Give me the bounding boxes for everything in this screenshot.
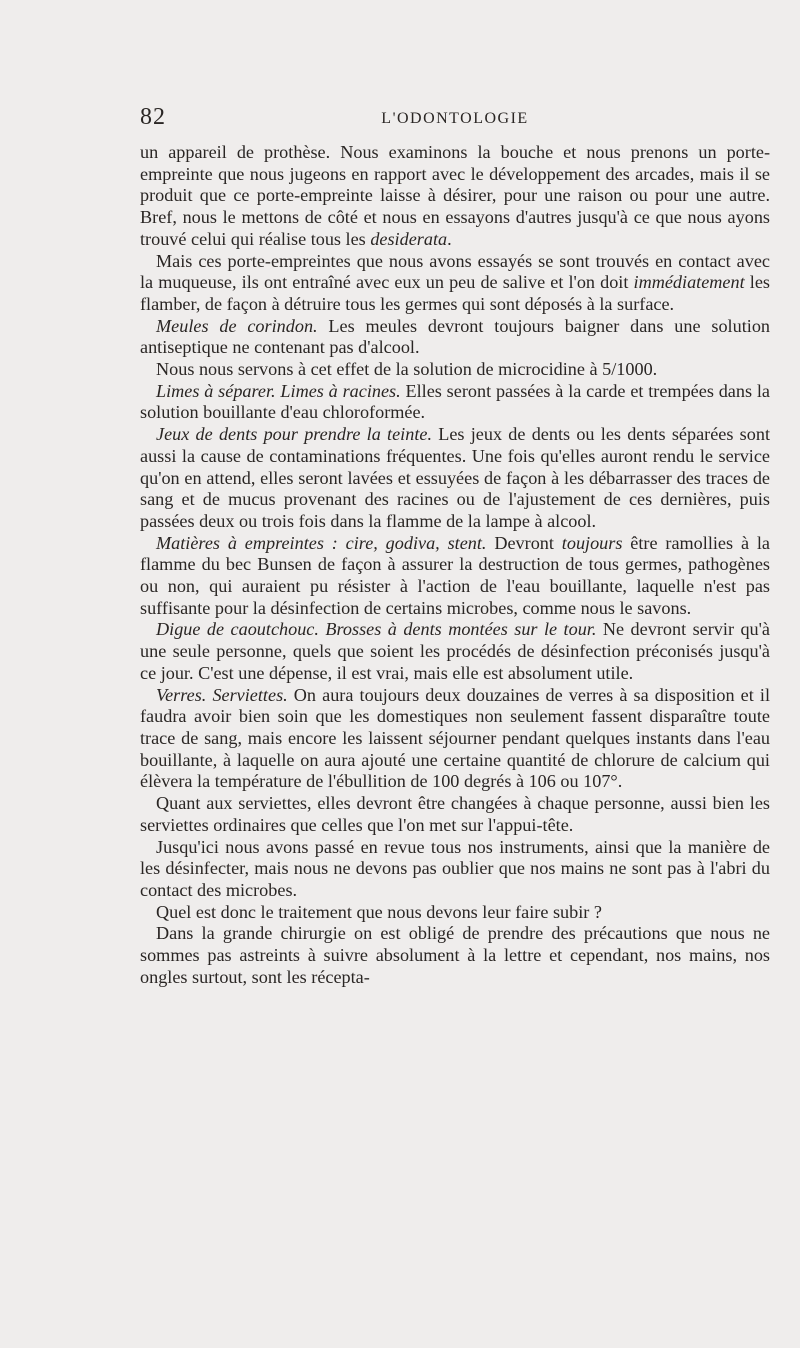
paragraph (140, 424, 770, 533)
paragraph (140, 316, 770, 359)
body-text (140, 142, 770, 988)
paragraph (140, 359, 770, 381)
paragraph (140, 793, 770, 836)
italic-text: toujours (561, 532, 623, 553)
paragraph (140, 251, 770, 316)
text-run: Les meules devront toujours baigner dans une solution antiseptique ne contenant pas d'alcool. (140, 315, 771, 358)
text-run: Dans la grande chirurgie on est obligé de prendre des précautions que nous ne sommes pas astreints à suivre absolument à la lettre et cependant, nos mains, nos ongles surtout, sont les récepta- (140, 923, 770, 987)
italic-text: immédiatement (633, 272, 745, 293)
italic-text: Digue de caoutchouc. Brosses à dents montées sur le tour. (156, 619, 597, 640)
paragraph (140, 685, 770, 794)
text-run: . (447, 228, 452, 249)
paragraph (140, 533, 770, 620)
paragraph (140, 902, 770, 924)
text-run: Elles seront passées à la carde et trempées dans la solution bouillante d'eau chloroformée. (140, 380, 770, 423)
paragraph (140, 837, 770, 902)
italic-text: Verres. Serviettes. (156, 684, 288, 705)
page-header (140, 104, 770, 134)
text-run: Les jeux de dents ou les dents séparées sont aussi la cause de contaminations fréquentes. Une fois qu'elles auront rendu le service qu'on en attend, elles seront lavées et essuyées de façon à les débarrasser des traces de sang et de mucus provenant des racines ou de l'ajustement de ces dernières, puis passées deux ou trois fois dans la flamme de la lampe à alcool. (140, 424, 770, 531)
italic-text: Matières à empreintes : cire, godiva, stent. (156, 532, 487, 553)
text-run: Jusqu'ici nous avons passé en revue tous nos instruments, ainsi que la manière de les désinfecter, mais nous ne devons pas oublier que nos mains ne sont pas à l'abri du contact des microbes. (140, 836, 770, 900)
running-title: L'ODONTOLOGIE (381, 110, 529, 127)
text-run: Ne devront servir qu'à une seule personne, quels que soient les procédés de désinfection préconisés jusqu'à ce jour. C'est une dépense, il est vrai, mais elle est absolument utile. (140, 619, 770, 683)
text-run: Quel est donc le traitement que nous devons leur faire subir ? (156, 901, 602, 922)
paragraph (140, 142, 770, 251)
text-run: Devront (486, 532, 562, 553)
text-run: On aura toujours deux douzaines de verres à sa disposition et il faudra avoir bien soin que les domestiques non seulement fassent disparaître toute trace de sang, mais encore les laissent séjourner pendant quelques instants dans l'eau bouillante, à laquelle on aura ajouté une certaine quantité de chlorure de calcium qui élèvera la température de l'ébullition de 100 degrés à 106 ou 107°. (140, 684, 771, 792)
paragraph (140, 923, 770, 988)
text-run: les flamber, de façon à détruire tous les germes qui sont déposés à la surface. (140, 272, 770, 314)
italic-text: Limes à séparer. Limes à racines. (156, 380, 401, 401)
text-run: Nous nous servons à cet effet de la solution de microcidine à 5/1000. (156, 359, 658, 380)
paragraph (140, 381, 770, 424)
italic-text: desiderata (370, 228, 448, 249)
page-number: 82 (140, 104, 166, 130)
text-run: être ramollies à la flamme du bec Bunsen de façon à assurer la destruction de tous germes, pathogènes ou non, qui auraient pu résister à l'action de l'eau bouillante, laquelle n'est pas suffisante pour la désinfection de certains microbes, comme nous le savons. (140, 532, 770, 618)
italic-text: Jeux de dents pour prendre la teinte. (156, 424, 432, 445)
text-run: Quant aux serviettes, elles devront être changées à chaque personne, aussi bien les serviettes ordinaires que celles que l'on met sur l'appui-tête. (140, 793, 770, 835)
text-run: Mais ces porte-empreintes que nous avons essayés se sont trouvés en contact avec la muqueuse, ils ont entraîné avec eux un peu de salive et l'on doit (140, 250, 770, 293)
paragraph (140, 619, 770, 684)
text-run: un appareil de prothèse. Nous examinons la bouche et nous prenons un porte-empreinte que nous jugeons en rapport avec le développement des arcades, mais il se produit que ce porte-empreinte laisse à désirer, pour une raison ou pour une autre. Bref, nous le mettons de côté et nous en essayons d'autres jusqu'à ce que nous ayons trouvé celui qui réalise tous les (140, 142, 770, 249)
italic-text: Meules de corindon. (156, 315, 318, 336)
